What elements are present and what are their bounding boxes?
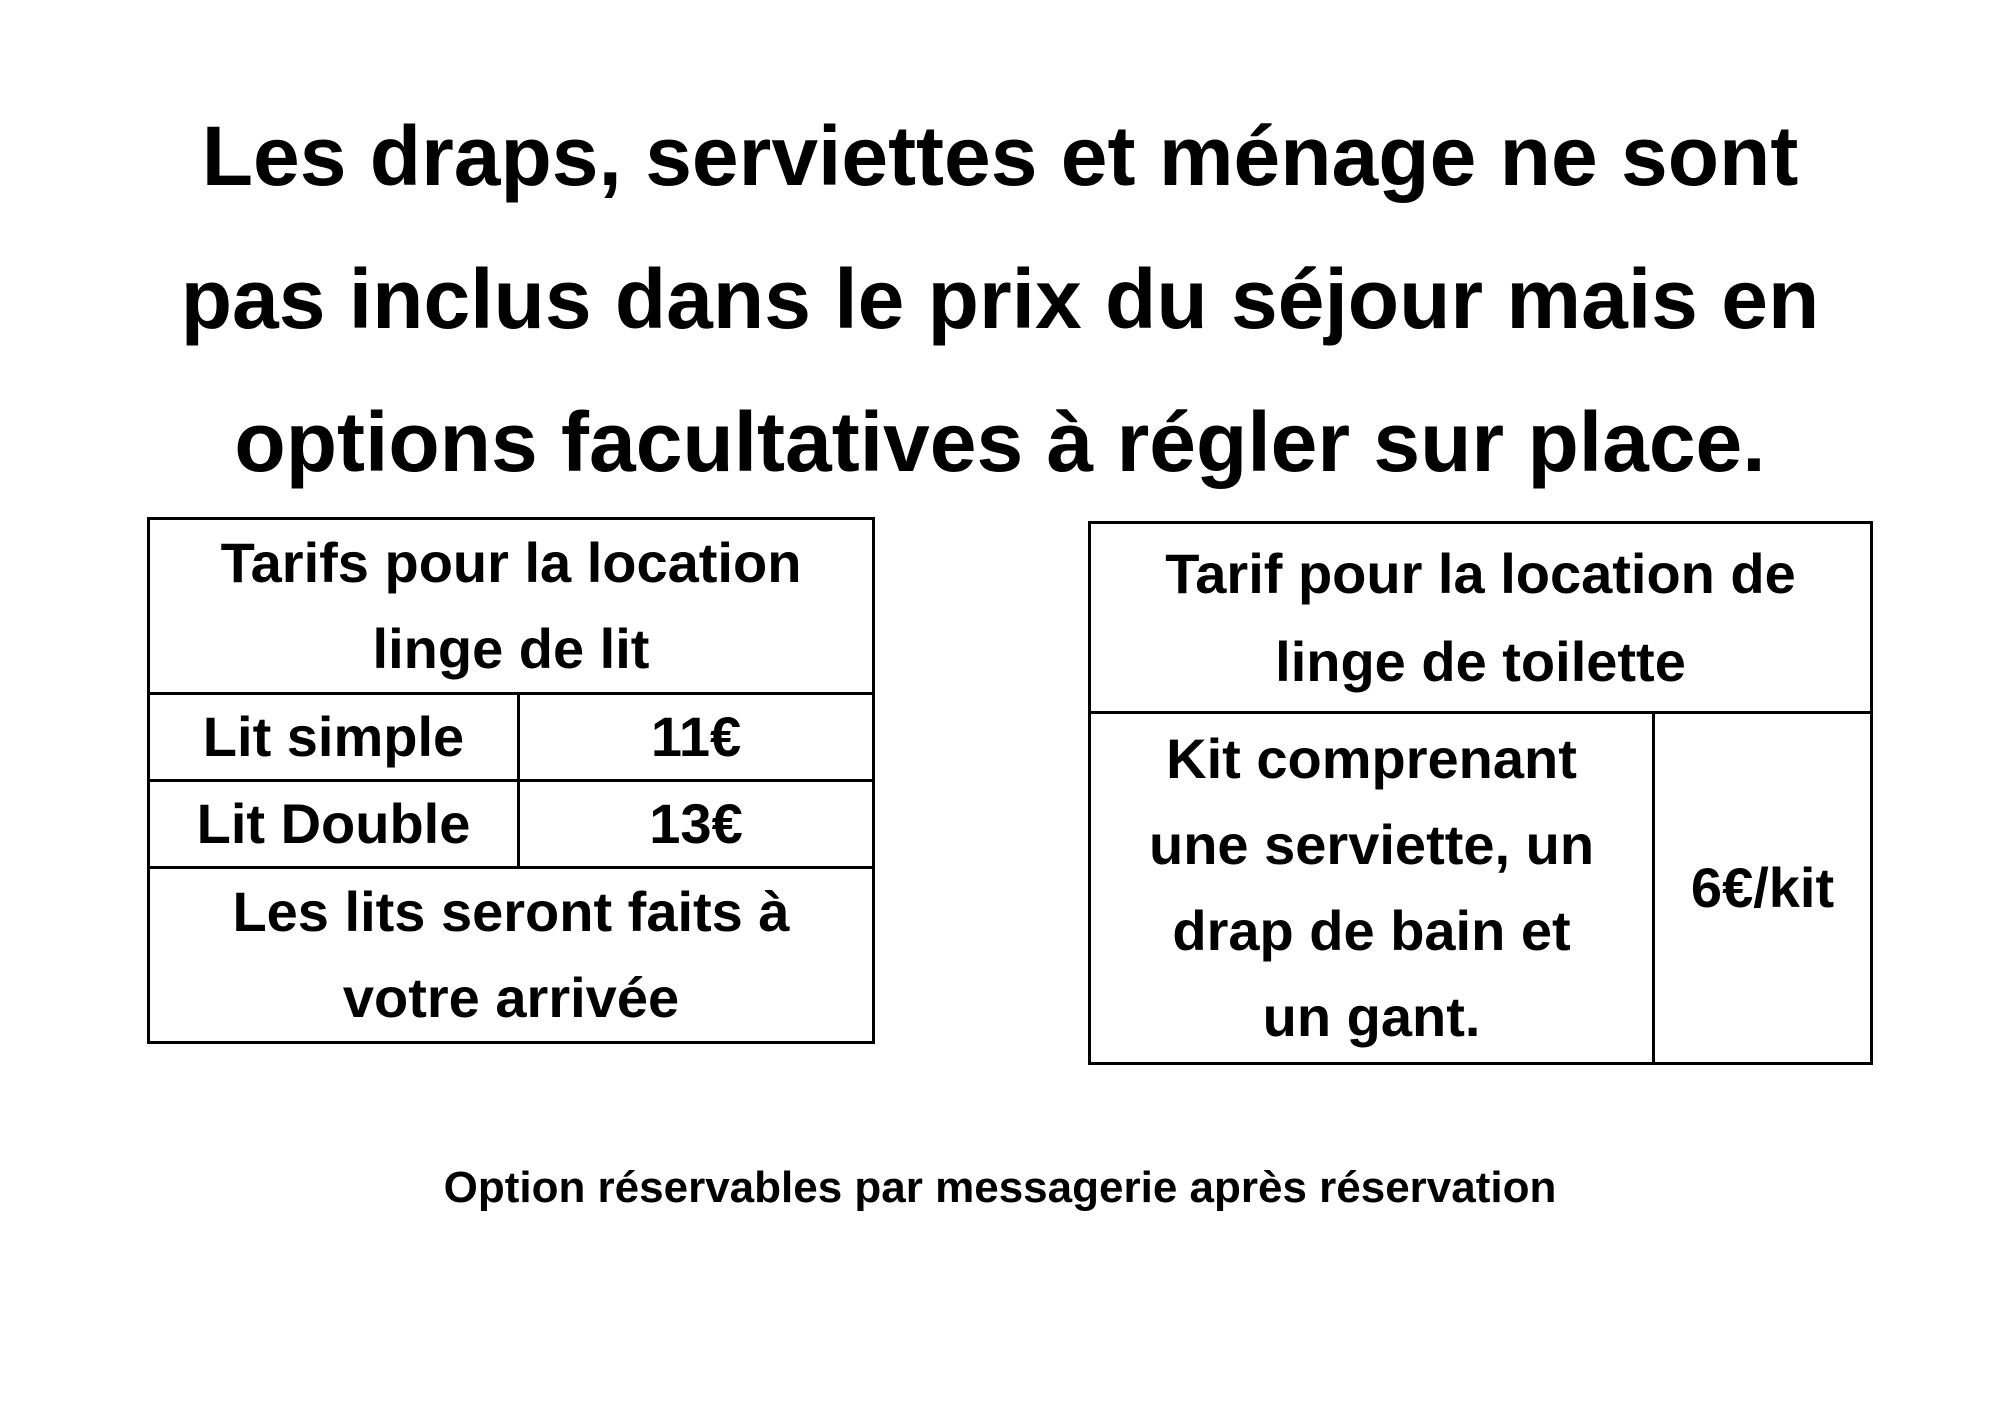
towel-kit-line-4: un gant. (1262, 985, 1481, 1048)
bed-linen-note-line-1: Les lits seront faits à (232, 880, 790, 943)
bed-linen-price-table (147, 517, 875, 1044)
towel-kit-line-2: une serviette, un (1149, 813, 1595, 876)
bed-linen-title-line-1: Tarifs pour la location (220, 531, 802, 594)
towel-table-header (1090, 523, 1872, 713)
towel-table-title (1090, 523, 1872, 713)
headline (60, 85, 1940, 514)
bed-linen-note-line-2: votre arrivée (342, 966, 680, 1029)
towel-title-line-1: Tarif pour la location de (1165, 541, 1796, 605)
table-row (1090, 713, 1872, 1064)
towel-kit-line-1: Kit comprenant (1166, 727, 1577, 790)
towel-kit-price: 6€/kit (1654, 713, 1872, 1064)
table-row (149, 781, 874, 868)
booking-footer-note: Option réservables par messagerie après réservation (443, 1163, 1557, 1212)
headline-line-1: Les draps, serviettes et ménage ne sont (201, 109, 1799, 203)
double-bed-price: 13€ (519, 781, 874, 868)
towel-price-table (1088, 521, 1873, 1065)
bed-linen-table-footer (149, 868, 874, 1043)
headline-line-2: pas inclus dans le prix du séjour mais en (180, 252, 1820, 346)
single-bed-label: Lit simple (149, 694, 519, 781)
bed-linen-table-title (149, 519, 874, 694)
bed-linen-note (149, 868, 874, 1043)
headline-line-3: options facultatives à régler sur place. (234, 395, 1766, 489)
bed-linen-title-line-2: linge de lit (372, 617, 650, 680)
bed-linen-table-header (149, 519, 874, 694)
double-bed-label: Lit Double (149, 781, 519, 868)
towel-title-line-2: linge de toilette (1275, 629, 1686, 693)
towel-kit-description (1090, 713, 1654, 1064)
towel-kit-line-3: drap de bain et (1172, 899, 1571, 962)
table-row (149, 694, 874, 781)
single-bed-price: 11€ (519, 694, 874, 781)
